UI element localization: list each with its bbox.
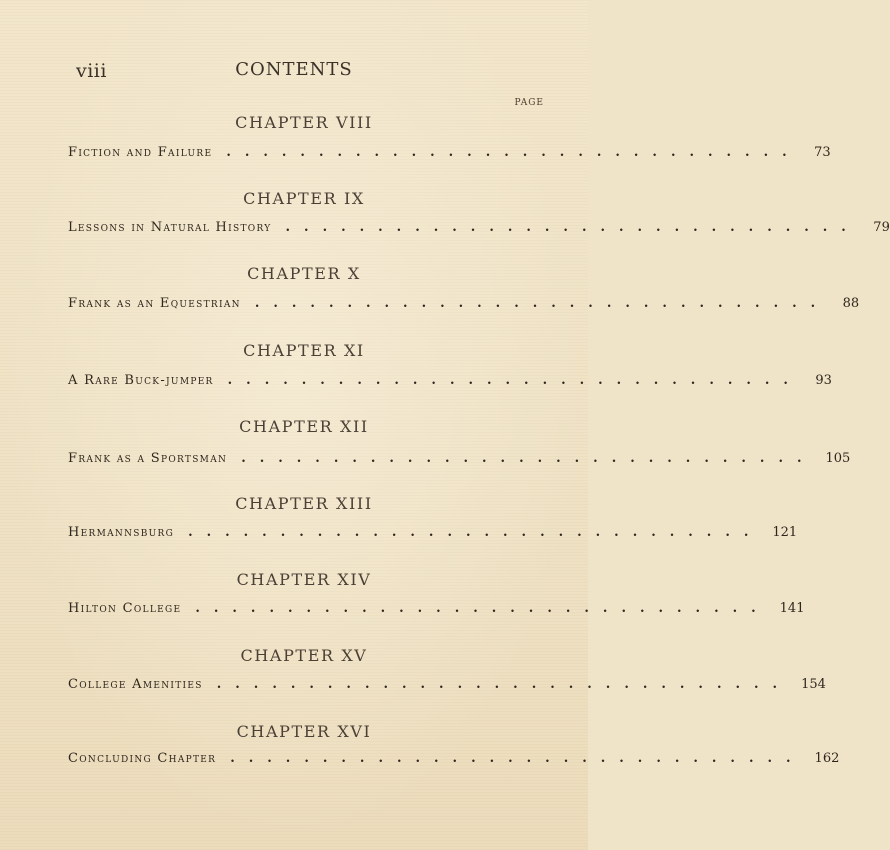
toc-entry-title: A Rare Buck-jumper xyxy=(68,373,214,388)
dot-leader: ............................... xyxy=(254,296,830,311)
toc-entry-title: College Amenities xyxy=(68,677,203,692)
toc-entry-title: Concluding Chapter xyxy=(68,751,217,766)
chapter-heading: CHAPTER XVI xyxy=(236,722,372,741)
toc-entry[interactable] xyxy=(68,145,831,165)
toc-entry-page: 73 xyxy=(814,145,831,160)
chapter-heading: CHAPTER VIII xyxy=(235,113,373,132)
toc-entry-page: 121 xyxy=(772,525,798,540)
chapter-heading: CHAPTER XIII xyxy=(235,494,373,513)
toc-entry[interactable] xyxy=(68,296,860,316)
toc-entry-title: Hilton College xyxy=(68,601,182,616)
dot-leader: ............................... xyxy=(241,451,816,466)
toc-entry-title: Frank as a Sportsman xyxy=(68,451,228,466)
page-column-label: PAGE xyxy=(514,98,544,108)
chapter-heading: CHAPTER XV xyxy=(240,646,368,665)
toc-entry-page: 88 xyxy=(842,296,860,311)
dot-leader: ............................... xyxy=(188,525,763,540)
dot-leader: ............................... xyxy=(216,677,792,692)
dot-leader: ............................... xyxy=(285,220,860,235)
toc-entry-title: Frank as an Equestrian xyxy=(68,296,241,311)
toc-entry-page: 79 xyxy=(873,220,890,235)
toc-entry-title: Fiction and Failure xyxy=(68,145,213,160)
chapter-heading: CHAPTER X xyxy=(247,264,361,283)
toc-entry-page: 162 xyxy=(814,751,840,766)
chapter-heading: CHAPTER XI xyxy=(243,341,365,360)
dot-leader: ............................... xyxy=(195,601,770,616)
page-number: viii xyxy=(76,60,107,82)
chapter-heading: CHAPTER XIV xyxy=(236,570,372,589)
toc-entry[interactable] xyxy=(68,220,890,240)
dot-leader: ............................... xyxy=(226,145,801,160)
toc-entry[interactable] xyxy=(68,451,851,471)
toc-entry[interactable] xyxy=(68,373,832,393)
dot-leader: ............................... xyxy=(230,751,805,766)
toc-entry-page: 154 xyxy=(801,677,826,692)
chapter-heading: CHAPTER IX xyxy=(243,189,365,208)
toc-entry[interactable] xyxy=(68,525,798,545)
toc-entry-page: 141 xyxy=(779,601,805,616)
chapter-heading: CHAPTER XII xyxy=(239,417,369,436)
toc-entry-title: Lessons in Natural History xyxy=(68,220,272,235)
running-head-title: CONTENTS xyxy=(235,59,353,80)
toc-entry[interactable] xyxy=(68,677,826,697)
toc-entry-page: 105 xyxy=(825,451,851,466)
dot-leader: ............................... xyxy=(227,373,802,388)
toc-entry-page: 93 xyxy=(815,373,832,388)
toc-entry[interactable] xyxy=(68,751,840,771)
toc-entry-title: Hermannsburg xyxy=(68,525,175,540)
toc-entry[interactable] xyxy=(68,601,805,621)
